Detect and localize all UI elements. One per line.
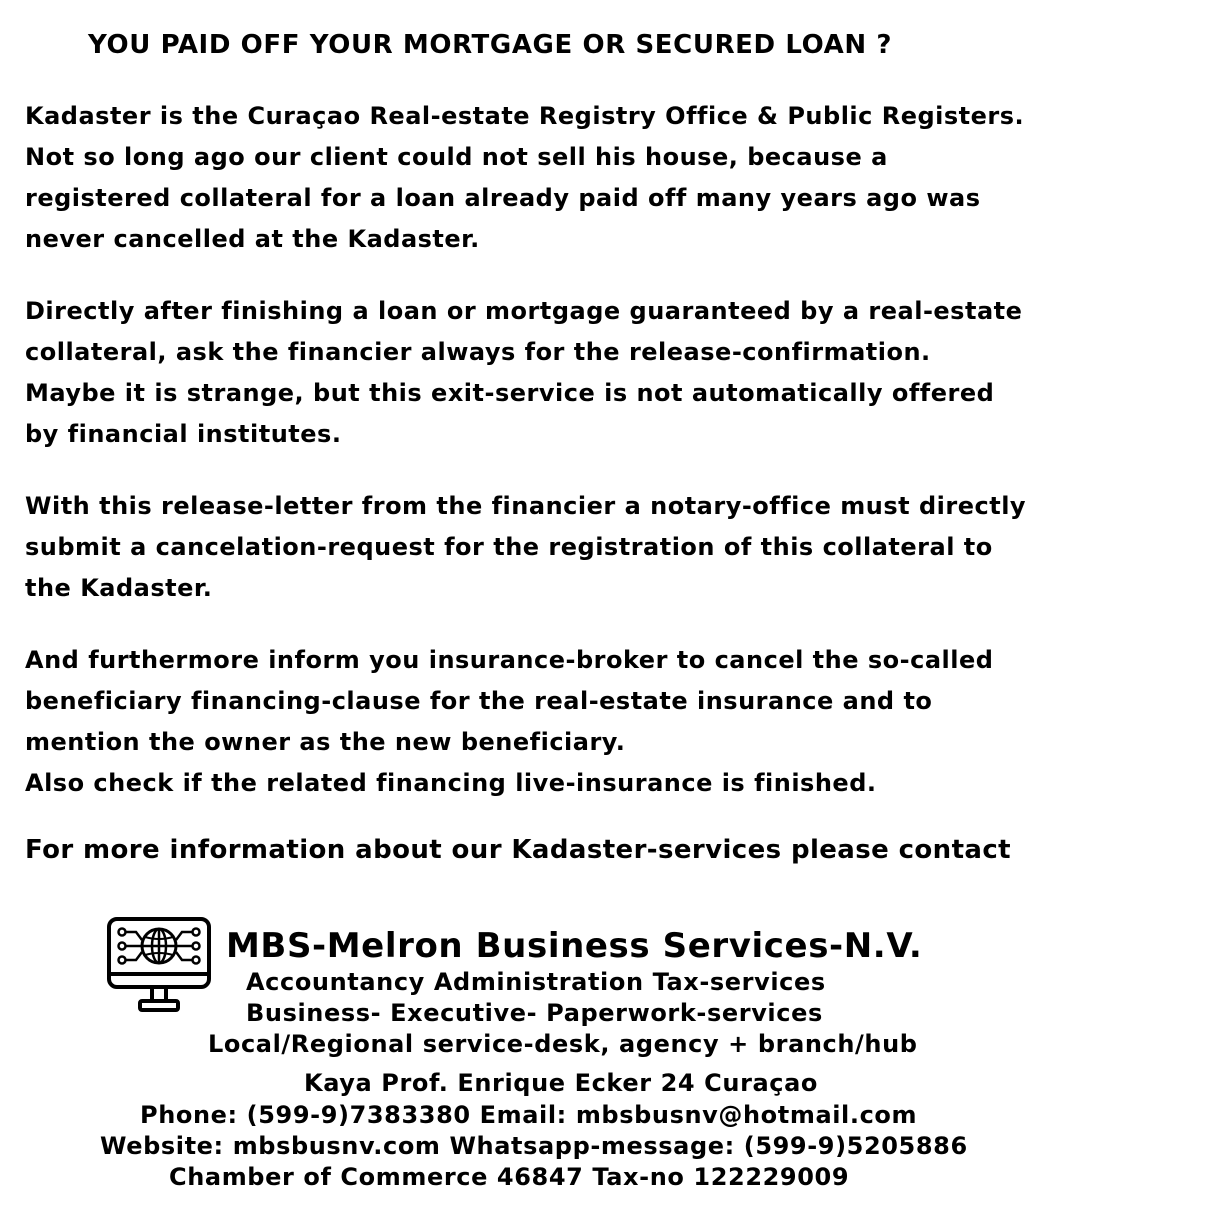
text-line: by financial institutes.	[25, 420, 342, 448]
text-line: collateral, ask the financier always for the release-confirmation.	[25, 338, 931, 366]
text-line: beneficiary financing-clause for the real-estate insurance and to	[25, 687, 933, 715]
text-line: Directly after finishing a loan or mortgage guaranteed by a real-estate	[25, 297, 1023, 325]
paragraph-kadaster-intro	[25, 96, 1024, 260]
text-line: For more information about our Kadaster-services please contact	[25, 835, 1012, 865]
text-line: mention the owner as the new beneficiary.	[25, 728, 626, 756]
paragraph-notary-cancelation	[25, 486, 1026, 609]
text-line: never cancelled at the Kadaster.	[25, 225, 480, 253]
paragraph-release-confirmation	[25, 291, 1022, 455]
services-line-2: Business- Executive- Paperwork-services	[246, 999, 823, 1027]
services-line-3: Local/Regional service-desk, agency + branch/hub	[208, 1030, 918, 1058]
company-address: Kaya Prof. Enrique Ecker 24 Curaçao	[304, 1069, 819, 1097]
text-line: Not so long ago our client could not sell his house, because a	[25, 143, 888, 171]
text-line: Kadaster is the Curaçao Real-estate Registry Office & Public Registers.	[25, 102, 1025, 130]
paragraph-insurance	[25, 640, 993, 804]
company-phone-email: Phone: (599-9)7383380 Email: mbsbusnv@hotmail.com	[140, 1101, 918, 1129]
company-chamber-tax: Chamber of Commerce 46847 Tax-no 122229009	[169, 1163, 850, 1191]
text-line: submit a cancelation-request for the registration of this collateral to	[25, 533, 993, 561]
page-title: YOU PAID OFF YOUR MORTGAGE OR SECURED LOAN ?	[88, 30, 893, 60]
services-line-1: Accountancy Administration Tax-services	[246, 968, 826, 996]
text-line: the Kadaster.	[25, 574, 213, 602]
company-name: MBS-Melron Business Services-N.V.	[226, 926, 923, 966]
company-website-whatsapp: Website: mbsbusnv.com Whatsapp-message: (599-9)5205886	[100, 1132, 968, 1160]
text-line: registered collateral for a loan already paid off many years ago was	[25, 184, 981, 212]
text-line: Also check if the related financing live-insurance is finished.	[25, 769, 877, 797]
text-line: Maybe it is strange, but this exit-service is not automatically offered	[25, 379, 995, 407]
paragraph-contact	[25, 830, 1011, 871]
text-line: And furthermore inform you insurance-broker to cancel the so-called	[25, 646, 994, 674]
text-line: With this release-letter from the financier a notary-office must directly	[25, 492, 1027, 520]
computer-monitor-globe-icon	[106, 916, 212, 1016]
